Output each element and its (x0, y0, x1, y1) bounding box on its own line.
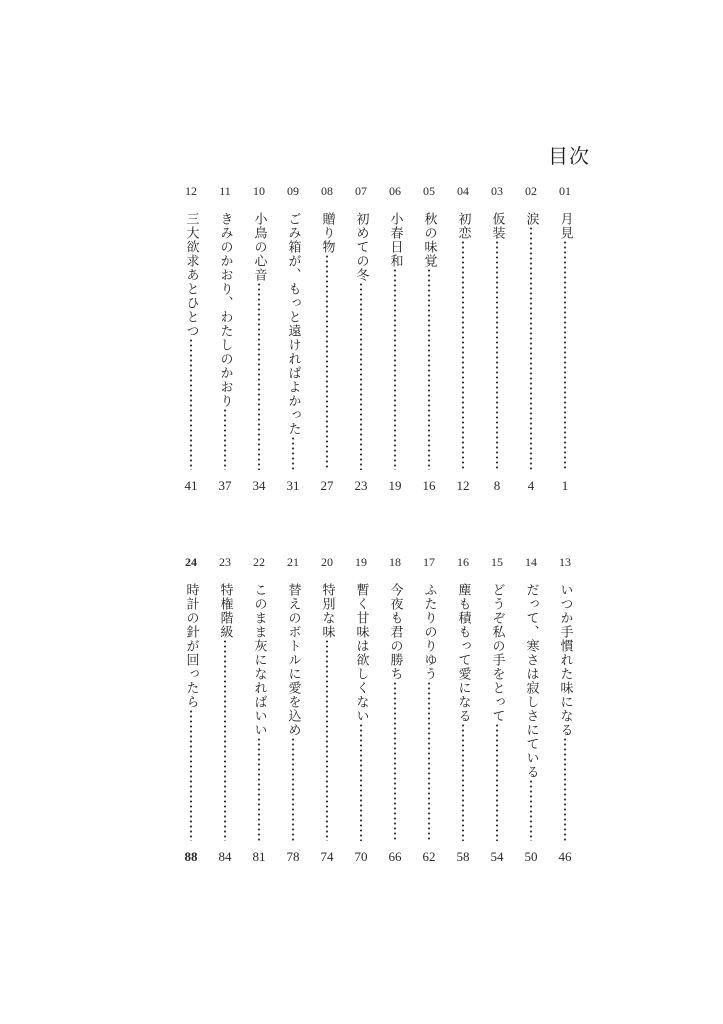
toc-entry[interactable] (244, 182, 274, 494)
entry-page-number: 66 (388, 849, 402, 864)
toc-entry[interactable] (516, 182, 546, 494)
entry-title-with-leader (284, 212, 303, 470)
entry-title: 替えのボトルに愛を込め (285, 583, 301, 737)
dot-leader (563, 737, 567, 841)
entry-number: 18 (389, 555, 401, 569)
entry-page-number: 16 (422, 478, 436, 493)
entry-title-with-leader (318, 583, 337, 841)
entry-page-number: 58 (456, 849, 470, 864)
toc-entry[interactable] (482, 553, 512, 865)
entry-number: 01 (559, 184, 571, 198)
entry-title: ごみ箱が、もっと遠ければよかった (285, 212, 301, 436)
entry-number: 16 (457, 555, 469, 569)
entry-title-with-leader (352, 583, 371, 841)
entry-title: 小春日和 (387, 212, 403, 268)
entry-title-with-leader (182, 212, 201, 470)
entry-number: 23 (219, 555, 231, 569)
toc-entry[interactable] (448, 553, 478, 865)
entry-title: 初めての冬 (353, 212, 369, 282)
entry-title: 初恋 (455, 212, 471, 240)
entry-title: いつか手慣れた味になる (557, 583, 573, 737)
entry-title: 特別な味 (319, 583, 335, 639)
entry-number: 12 (185, 184, 197, 198)
entry-number: 13 (559, 555, 571, 569)
entry-title: 小鳥の心音 (251, 212, 267, 282)
entry-title-with-leader (556, 212, 575, 470)
entry-title: 月見 (557, 212, 573, 240)
entry-page-number: 23 (354, 478, 368, 493)
entry-number: 11 (219, 184, 231, 198)
entry-number: 17 (423, 555, 435, 569)
entry-number: 19 (355, 555, 367, 569)
dot-leader (325, 639, 329, 841)
entry-title-with-leader (318, 212, 337, 470)
entry-number: 20 (321, 555, 333, 569)
entry-page-number: 41 (184, 478, 198, 493)
entry-page-number: 19 (388, 478, 402, 493)
entry-title: ふたりのりゆう (421, 583, 437, 681)
entry-page-number: 78 (286, 849, 300, 864)
toc-entry[interactable] (278, 182, 308, 494)
entry-number: 09 (287, 184, 299, 198)
entry-title: 涙 (523, 212, 539, 226)
entry-title-with-leader (454, 212, 473, 470)
entry-page-number: 81 (252, 849, 266, 864)
dot-leader (393, 681, 397, 841)
entry-page-number: 27 (320, 478, 334, 493)
entry-page-number: 74 (320, 849, 334, 864)
entry-number: 10 (253, 184, 265, 198)
entry-title: このまま灰になればいい (251, 583, 267, 737)
entry-page-number: 46 (558, 849, 572, 864)
entry-title-with-leader (250, 212, 269, 470)
entry-title: 今夜も君の勝ち (387, 583, 403, 681)
entry-number: 24 (185, 555, 197, 569)
dot-leader (189, 338, 193, 470)
entry-page-number: 84 (218, 849, 232, 864)
entry-title: 三大欲求あとひとつ (183, 212, 199, 338)
entry-title: 仮装 (489, 212, 505, 240)
entry-title: 特権階級 (217, 583, 233, 639)
toc-entry[interactable] (482, 182, 512, 494)
toc-entry[interactable] (346, 553, 376, 865)
toc-entry[interactable] (414, 182, 444, 494)
dot-leader (291, 436, 295, 470)
toc-entry[interactable] (210, 182, 240, 494)
entry-page-number: 34 (252, 478, 266, 493)
dot-leader (529, 779, 533, 841)
toc-entry[interactable] (176, 182, 206, 494)
dot-leader (223, 408, 227, 470)
dot-leader (291, 737, 295, 841)
entry-page-number: 12 (456, 478, 470, 493)
entry-title-with-leader (216, 212, 235, 470)
dot-leader (495, 723, 499, 841)
dot-leader (427, 268, 431, 470)
entry-title: 暫く甘味は欲しくない (353, 583, 369, 723)
dot-leader (223, 639, 227, 841)
entry-title: だって、寒さは寂しさにている (523, 583, 539, 779)
entry-title-with-leader (420, 583, 439, 841)
toc-entry[interactable] (176, 553, 206, 865)
entry-number: 08 (321, 184, 333, 198)
dot-leader (461, 723, 465, 841)
entry-title-with-leader (386, 212, 405, 470)
entry-page-number: 1 (561, 478, 569, 493)
toc-entry[interactable] (380, 182, 410, 494)
entry-title-with-leader (454, 583, 473, 841)
dot-leader (359, 282, 363, 470)
toc-entry[interactable] (244, 553, 274, 865)
dot-leader (495, 240, 499, 470)
toc-entry[interactable] (278, 553, 308, 865)
entry-title: 塵も積もって愛になる (455, 583, 471, 723)
entry-title-with-leader (182, 583, 201, 841)
entry-title-with-leader (556, 583, 575, 841)
entry-number: 05 (423, 184, 435, 198)
dot-leader (461, 240, 465, 470)
entry-number: 04 (457, 184, 469, 198)
toc-entry[interactable] (210, 553, 240, 865)
dot-leader (359, 723, 363, 841)
entry-page-number: 70 (354, 849, 368, 864)
toc-heading: 目次 (548, 144, 590, 168)
entry-page-number: 88 (184, 849, 198, 864)
entry-title-with-leader (522, 212, 541, 470)
entry-page-number: 54 (490, 849, 504, 864)
entry-title-with-leader (420, 212, 439, 470)
dot-leader (563, 240, 567, 470)
entry-page-number: 50 (524, 849, 538, 864)
entry-number: 07 (355, 184, 367, 198)
entry-number: 22 (253, 555, 265, 569)
toc-entry[interactable] (312, 182, 342, 494)
dot-leader (427, 681, 431, 841)
entry-page-number: 37 (218, 478, 232, 493)
entry-title-with-leader (352, 212, 371, 470)
dot-leader (257, 737, 261, 841)
entry-title: どうぞ私の手をとって (489, 583, 505, 723)
dot-leader (325, 254, 329, 470)
entry-page-number: 4 (527, 478, 535, 493)
toc-entry[interactable] (346, 182, 376, 494)
entry-number: 06 (389, 184, 401, 198)
toc-entry[interactable] (414, 553, 444, 865)
entry-number: 21 (287, 555, 299, 569)
dot-leader (189, 709, 193, 841)
entry-title: きみのかおり、わたしのかおり (217, 212, 233, 408)
entry-title-with-leader (250, 583, 269, 841)
entry-page-number: 62 (422, 849, 436, 864)
entry-title-with-leader (216, 583, 235, 841)
entry-number: 03 (491, 184, 503, 198)
dot-leader (393, 268, 397, 470)
entry-number: 15 (491, 555, 503, 569)
toc-entry[interactable] (448, 182, 478, 494)
entry-page-number: 8 (493, 478, 501, 493)
toc-entry[interactable] (380, 553, 410, 865)
toc-entry[interactable] (550, 182, 580, 494)
toc-entry[interactable] (550, 553, 580, 865)
entry-number: 14 (525, 555, 537, 569)
entry-title-with-leader (488, 583, 507, 841)
dot-leader (529, 226, 533, 470)
entry-title-with-leader (386, 583, 405, 841)
entry-title-with-leader (284, 583, 303, 841)
entry-title: 時計の針が回ったら (183, 583, 199, 709)
toc-entry[interactable] (312, 553, 342, 865)
entry-page-number: 31 (286, 478, 300, 493)
entry-title: 秋の味覚 (421, 212, 437, 268)
entry-title: 贈り物 (319, 212, 335, 254)
entry-title-with-leader (488, 212, 507, 470)
toc-entry[interactable] (516, 553, 546, 865)
entry-number: 02 (525, 184, 537, 198)
entry-title-with-leader (522, 583, 541, 841)
dot-leader (257, 282, 261, 470)
